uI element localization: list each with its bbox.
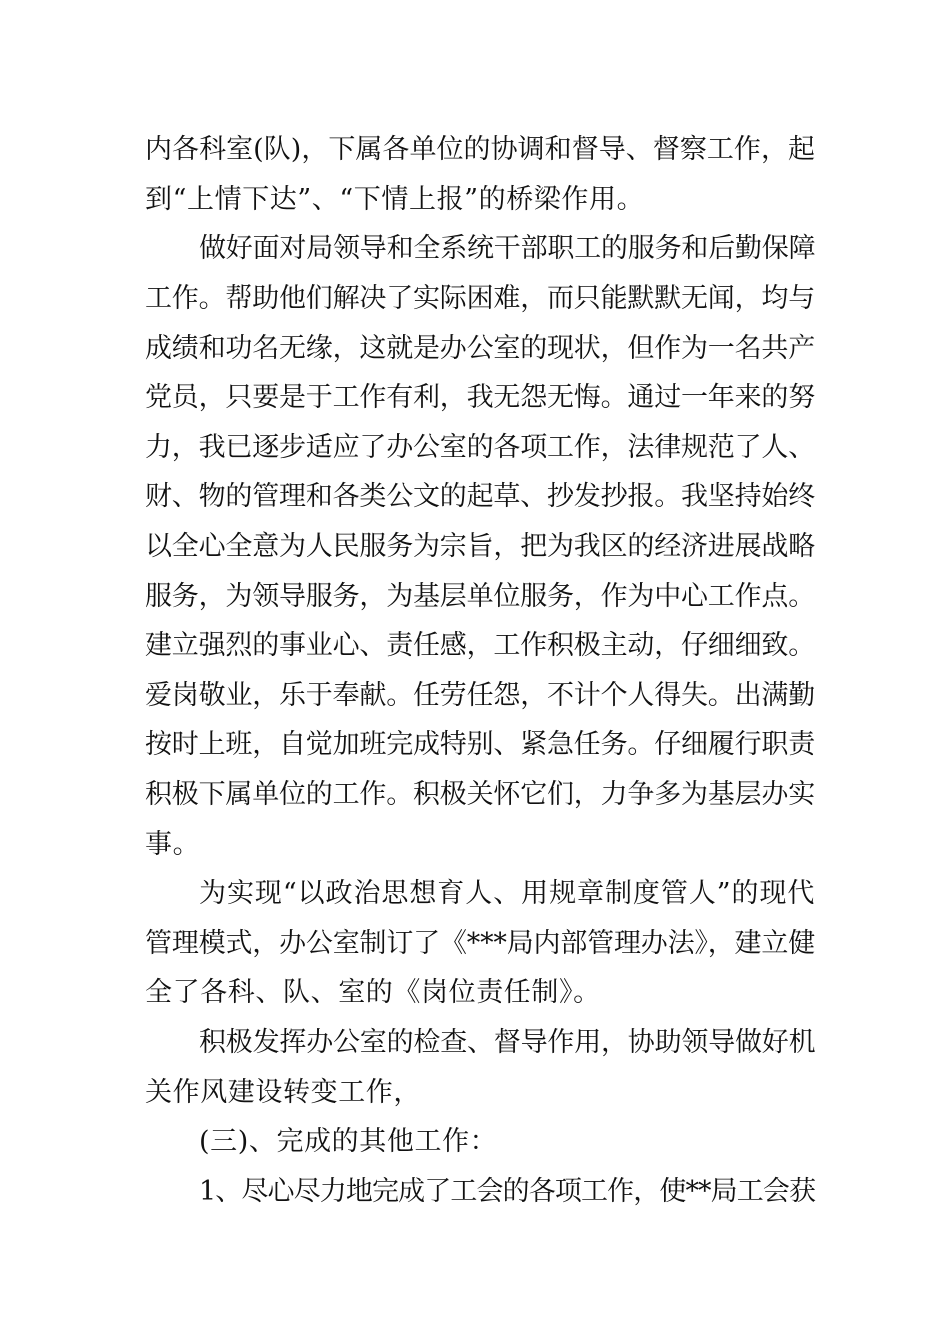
text-line: 内各科室(队)，下属各单位的协调和督导、督察工作，起: [145, 134, 815, 165]
text-line: 力，我已逐步适应了办公室的各项工作，法律规范了人、: [145, 432, 815, 463]
text-line: 按时上班，自觉加班完成特别、紧急任务。仔细履行职责: [145, 729, 815, 760]
section-heading: (三)、完成的其他工作：: [199, 1126, 498, 1157]
text-line: 服务，为领导服务，为基层单位服务，作为中心工作点。: [145, 581, 815, 612]
text-line: 建立强烈的事业心、责任感，工作积极主动，仔细细致。: [145, 630, 815, 661]
paragraph-first-line: 做好面对局领导和全系统干部职工的服务和后勤保障: [199, 233, 816, 264]
paragraph-first-line: 积极发挥办公室的检查、督导作用，协助领导做好机: [199, 1027, 816, 1058]
text-line: 到“上情下达”、“下情上报”的桥梁作用。: [145, 184, 645, 215]
list-item: 1、尽心尽力地完成了工会的各项工作，使**局工会获: [199, 1176, 815, 1207]
text-line: 管理模式，办公室制订了《***局内部管理办法》，建立健: [145, 928, 815, 959]
text-line: 关作风建设转变工作，: [145, 1077, 421, 1108]
text-line: 财、物的管理和各类公文的起草、抄发抄报。我坚持始终: [145, 481, 815, 512]
text-line: 成绩和功名无缘，这就是办公室的现状，但作为一名共产: [145, 333, 815, 364]
text-line: 全了各科、队、室的《岗位责任制》。: [145, 977, 601, 1008]
text-line: 事。: [145, 829, 201, 860]
text-line: 工作。帮助他们解决了实际困难，而只能默默无闻，均与: [145, 283, 815, 314]
text-line: 以全心全意为人民服务为宗旨，把为我区的经济进展战略: [145, 531, 815, 562]
text-line: 爱岗敬业，乐于奉献。任劳任怨，不计个人得失。出满勤: [145, 680, 815, 711]
text-line: 积极下属单位的工作。积极关怀它们，力争多为基层办实: [145, 779, 815, 810]
paragraph-first-line: 为实现“以政治思想育人、用规章制度管人”的现代: [199, 878, 815, 909]
text-line: 党员，只要是于工作有利，我无怨无悔。通过一年来的努: [145, 382, 815, 413]
